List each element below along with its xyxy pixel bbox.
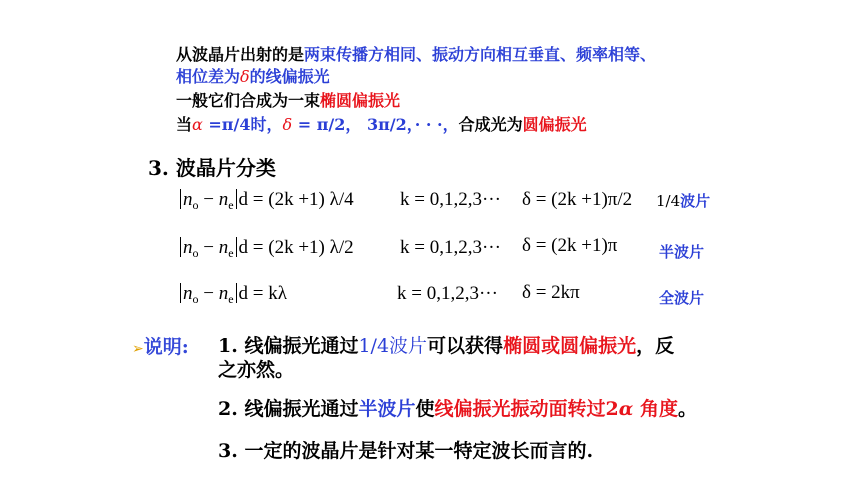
note-highlight: 椭圆或圆偏振光 xyxy=(503,335,637,357)
equation-lhs: d = (2k +1) λ/2 xyxy=(238,237,354,258)
arrow-bullet-icon: ➢ xyxy=(132,341,144,357)
plate-tag-full xyxy=(659,287,704,308)
plate-tag-quarter xyxy=(656,190,710,211)
alpha-symbol: α xyxy=(192,115,203,134)
intro-highlight: 两束传播方相同、振动方向相互垂直、频率相等、 xyxy=(304,45,657,64)
intro-line-2 xyxy=(176,66,330,88)
intro-text: 合成光为 xyxy=(458,115,523,134)
intro-text: 一般它们合成为一束 xyxy=(176,91,321,110)
note-text: 2. 线偏振光通过 xyxy=(218,398,359,420)
note-highlight: 1/4波片 xyxy=(358,335,428,357)
plate-tag-text: 波片 xyxy=(680,192,711,210)
note-highlight: 线偏振光振动面转过2 xyxy=(434,398,619,420)
note-1-line-2: 之亦然。 xyxy=(218,359,295,381)
equation-lhs: d = (2k +1) λ/4 xyxy=(238,189,354,210)
plate-tag-text: 半波片 xyxy=(659,243,705,261)
note-text: 可以获得 xyxy=(427,335,504,357)
intro-highlight: 的线偏振光 xyxy=(249,67,330,86)
note-text: 1. 线偏振光通过 xyxy=(218,335,359,357)
equation-half-wave: $n_o - n_e$ d = (2k +1) λ/2 xyxy=(178,237,354,261)
note-text: 。 xyxy=(677,398,697,420)
equation-lhs: d = kλ xyxy=(238,283,287,304)
alpha-symbol: α xyxy=(618,398,634,420)
note-highlight: 角度 xyxy=(633,398,678,420)
equation-k-range: k = 0,1,2,3··· xyxy=(397,283,498,304)
note-text: 使 xyxy=(415,398,435,420)
section-title: 3. 波晶片分类 xyxy=(148,156,276,180)
intro-highlight: 椭圆偏振光 xyxy=(320,91,401,110)
intro-text: 当 xyxy=(176,115,193,134)
intro-line-4 xyxy=(176,114,587,136)
intro-text: 从波晶片出射的是 xyxy=(176,45,305,64)
intro-highlight: =π/4时， xyxy=(202,115,283,134)
delta-symbol: δ xyxy=(282,115,293,134)
equation-k-range: k = 0,1,2,3··· xyxy=(400,189,501,210)
intro-highlight: 圆偏振光 xyxy=(522,115,587,134)
plate-tag-half xyxy=(659,241,704,262)
equation-quarter-wave: $n_o - n_e$ d = (2k +1) λ/4 xyxy=(178,189,354,213)
note-1-line-1 xyxy=(218,331,674,358)
delta-symbol: δ xyxy=(240,67,250,86)
plate-tag-text: 全波片 xyxy=(659,289,705,307)
note-3: 3. 一定的波晶片是针对某一特定波长而言的. xyxy=(218,440,594,462)
intro-line-3 xyxy=(176,90,400,112)
intro-highlight: 相位差为 xyxy=(176,67,241,86)
plate-tag-fraction: 1/4 xyxy=(656,192,681,210)
notes-label-text: 说明: xyxy=(143,336,189,358)
equation-delta: δ = (2k +1)π xyxy=(522,235,618,256)
note-2 xyxy=(218,394,697,421)
equation-k-range: k = 0,1,2,3··· xyxy=(400,237,501,258)
equation-delta: δ = 2kπ xyxy=(522,282,580,303)
notes-label xyxy=(132,332,189,359)
note-text: ，反 xyxy=(636,335,675,357)
intro-highlight: = π/2， 3π/2，· · ·， xyxy=(292,115,459,134)
equation-full-wave: $n_o - n_e$ d = kλ xyxy=(178,283,287,307)
equation-delta: δ = (2k +1)π/2 xyxy=(522,189,633,210)
intro-line-1 xyxy=(176,44,656,66)
note-highlight: 半波片 xyxy=(358,398,416,420)
